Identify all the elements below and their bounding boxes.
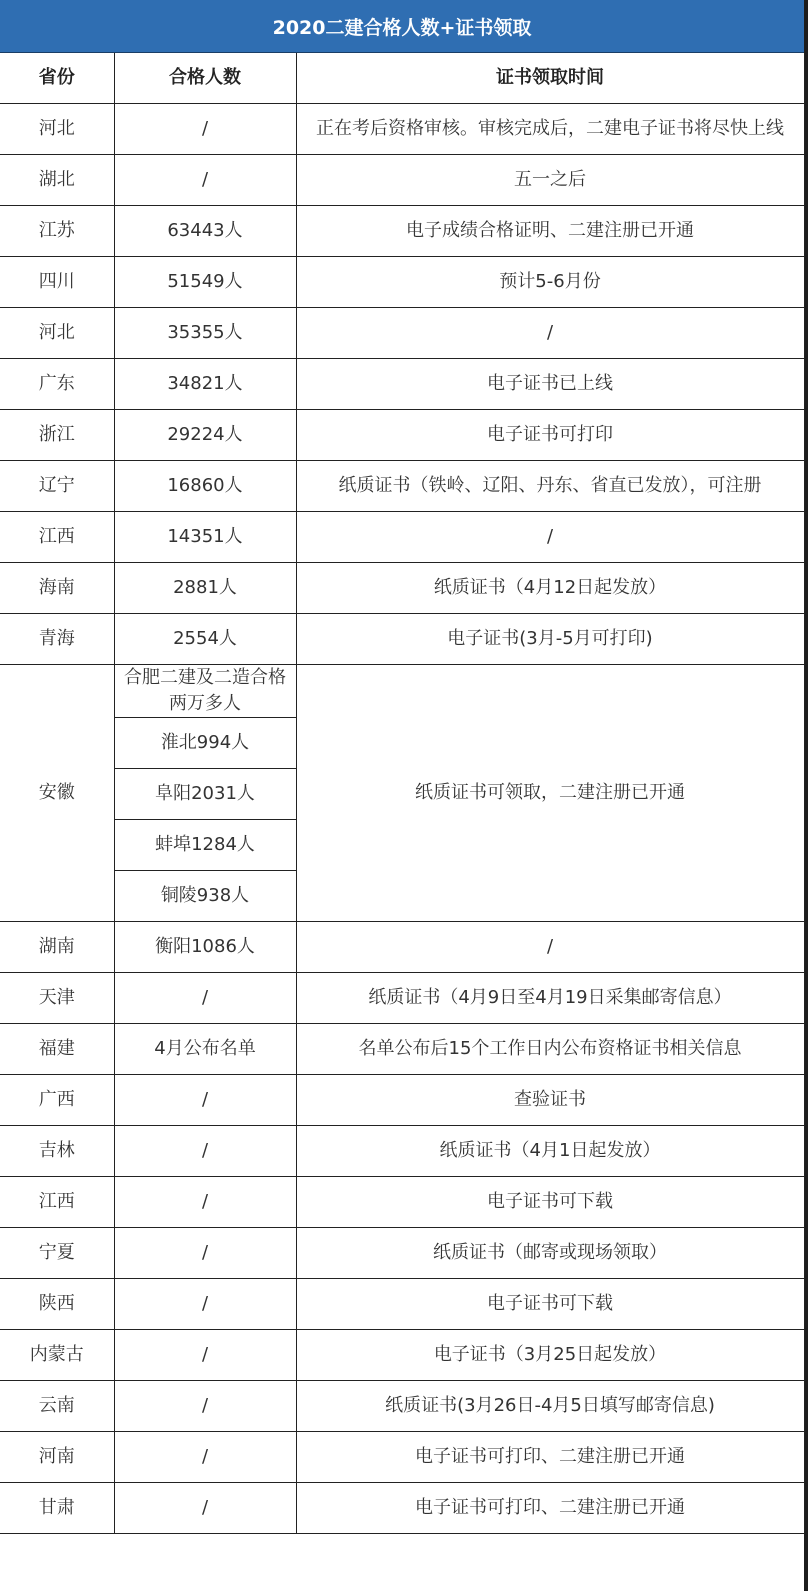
count-cell: 铜陵938人 — [114, 871, 296, 922]
province-cell: 福建 — [0, 1024, 114, 1075]
count-cell: 16860人 — [114, 461, 296, 512]
province-cell: 河北 — [0, 308, 114, 359]
table-row — [0, 1381, 804, 1432]
province-cell: 湖南 — [0, 922, 114, 973]
province-cell: 云南 — [0, 1381, 114, 1432]
cert-cell: 纸质证书（4月1日起发放） — [296, 1126, 804, 1177]
count-cell: / — [114, 1279, 296, 1330]
cert-cell: 纸质证书（邮寄或现场领取） — [296, 1228, 804, 1279]
table-row — [0, 922, 804, 973]
table-row — [0, 308, 804, 359]
table-row — [0, 461, 804, 512]
count-cell: 4月公布名单 — [114, 1024, 296, 1075]
count-cell: 14351人 — [114, 512, 296, 563]
table-row — [0, 155, 804, 206]
cert-cell: 电子证书可下载 — [296, 1177, 804, 1228]
count-cell: 63443人 — [114, 206, 296, 257]
province-cell: 江苏 — [0, 206, 114, 257]
cert-cell: 电子证书（3月25日起发放） — [296, 1330, 804, 1381]
cert-cell: 纸质证书（铁岭、辽阳、丹东、省直已发放），可注册 — [296, 461, 804, 512]
cert-cell: 电子证书可下载 — [296, 1279, 804, 1330]
table-row — [0, 104, 804, 155]
count-cell: / — [114, 1483, 296, 1534]
cert-cell: 查验证书 — [296, 1075, 804, 1126]
cert-cell: 电子证书可打印、二建注册已开通 — [296, 1432, 804, 1483]
province-cell: 辽宁 — [0, 461, 114, 512]
table-row — [0, 206, 804, 257]
column-header-province: 省份 — [0, 53, 114, 104]
cert-cell: 电子证书可打印 — [296, 410, 804, 461]
cert-cell: 纸质证书可领取，二建注册已开通 — [296, 665, 804, 922]
count-cell: 35355人 — [114, 308, 296, 359]
cert-cell: 纸质证书（4月12日起发放） — [296, 563, 804, 614]
province-cell: 内蒙古 — [0, 1330, 114, 1381]
cert-cell: / — [296, 512, 804, 563]
count-cell: 衡阳1086人 — [114, 922, 296, 973]
count-cell: / — [114, 1432, 296, 1483]
province-cell: 江西 — [0, 1177, 114, 1228]
count-cell: / — [114, 973, 296, 1024]
cert-cell: 电子证书(3月-5月可打印) — [296, 614, 804, 665]
count-cell: / — [114, 1330, 296, 1381]
province-cell: 浙江 — [0, 410, 114, 461]
cert-cell: 五一之后 — [296, 155, 804, 206]
province-cell: 河北 — [0, 104, 114, 155]
table-row — [0, 1432, 804, 1483]
province-cell: 海南 — [0, 563, 114, 614]
province-cell: 陕西 — [0, 1279, 114, 1330]
count-cell: 蚌埠1284人 — [114, 820, 296, 871]
count-cell: 51549人 — [114, 257, 296, 308]
province-cell: 江西 — [0, 512, 114, 563]
table-row-anhui — [0, 665, 804, 718]
table-row — [0, 1177, 804, 1228]
table-title: 2020二建合格人数+证书领取 — [0, 0, 804, 53]
count-cell: / — [114, 1126, 296, 1177]
province-cell: 天津 — [0, 973, 114, 1024]
table-row — [0, 563, 804, 614]
cert-cell: 纸质证书(3月26日-4月5日填写邮寄信息) — [296, 1381, 804, 1432]
table-row — [0, 257, 804, 308]
province-cell: 青海 — [0, 614, 114, 665]
province-cell: 吉林 — [0, 1126, 114, 1177]
count-cell: 合肥二建及二造合格两万多人 — [114, 665, 296, 718]
province-cell: 河南 — [0, 1432, 114, 1483]
cert-cell: 电子证书已上线 — [296, 359, 804, 410]
table-row — [0, 614, 804, 665]
count-cell: 淮北994人 — [114, 718, 296, 769]
count-cell: 阜阳2031人 — [114, 769, 296, 820]
count-cell: 2881人 — [114, 563, 296, 614]
count-cell: / — [114, 104, 296, 155]
certificate-table — [0, 53, 805, 1534]
table-row — [0, 1075, 804, 1126]
province-cell: 安徽 — [0, 665, 114, 922]
cert-cell: 电子成绩合格证明、二建注册已开通 — [296, 206, 804, 257]
count-cell: 34821人 — [114, 359, 296, 410]
cert-cell: / — [296, 922, 804, 973]
header-row — [0, 53, 804, 104]
table-row — [0, 410, 804, 461]
cert-cell: 名单公布后15个工作日内公布资格证书相关信息 — [296, 1024, 804, 1075]
cert-cell: 预计5-6月份 — [296, 257, 804, 308]
cert-cell: 正在考后资格审核。审核完成后，二建电子证书将尽快上线 — [296, 104, 804, 155]
table-row — [0, 359, 804, 410]
count-cell: / — [114, 1075, 296, 1126]
table-row — [0, 1279, 804, 1330]
table-row — [0, 1024, 804, 1075]
cert-cell: 电子证书可打印、二建注册已开通 — [296, 1483, 804, 1534]
table-row — [0, 1330, 804, 1381]
province-cell: 广西 — [0, 1075, 114, 1126]
table-row — [0, 1126, 804, 1177]
table-row — [0, 973, 804, 1024]
cert-cell: 纸质证书（4月9日至4月19日采集邮寄信息） — [296, 973, 804, 1024]
count-cell: / — [114, 1228, 296, 1279]
province-cell: 甘肃 — [0, 1483, 114, 1534]
cert-cell: / — [296, 308, 804, 359]
province-cell: 湖北 — [0, 155, 114, 206]
province-cell: 宁夏 — [0, 1228, 114, 1279]
count-cell: / — [114, 1381, 296, 1432]
column-header-cert-time: 证书领取时间 — [296, 53, 804, 104]
count-cell: 29224人 — [114, 410, 296, 461]
province-cell: 四川 — [0, 257, 114, 308]
table-row — [0, 512, 804, 563]
count-cell: / — [114, 1177, 296, 1228]
table-row — [0, 1228, 804, 1279]
province-cell: 广东 — [0, 359, 114, 410]
count-cell: 2554人 — [114, 614, 296, 665]
count-cell: / — [114, 155, 296, 206]
table-row — [0, 1483, 804, 1534]
column-header-count: 合格人数 — [114, 53, 296, 104]
